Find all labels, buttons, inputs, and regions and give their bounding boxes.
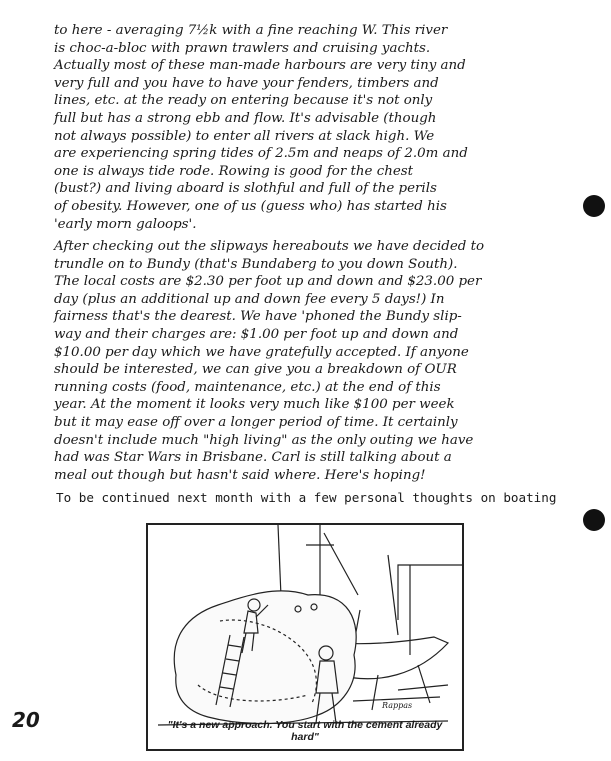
text-line: $10.00 per day which we have gratefully accepted. If anyone [54,344,469,360]
text-line: Actually most of these man-made harbours are very tiny and [54,58,466,74]
text-line: The local costs are $2.30 per foot up and down and $23.00 per [54,274,482,290]
text-line: running costs (food, maintenance, etc.) at the end of this [54,379,441,395]
paragraph-1 [54,22,574,233]
text-line: year. At the moment it looks very much like $100 per week [54,397,455,413]
cartoon-caption: "It's a new approach. You start with the cement already hard" [167,719,443,743]
text-line: trundle on to Bundy (that's Bundaberg to you down South). [54,256,458,272]
text-line: (bust?) and living aboard is slothful and full of the perils [54,181,437,197]
text-line: to here - averaging 7½k with a fine reaching W. This river [54,23,448,38]
text-line: not always possible) to enter all rivers at slack high. We [54,128,435,144]
text-line: doesn't include much "high living" as the only outing we have [54,432,474,448]
binder-hole [583,195,605,217]
text-line: 'early morn galoops'. [54,216,197,232]
text-line: very full and you have to have your fenders, timbers and [54,75,439,91]
text-line: full but has a strong ebb and flow. It's advisable (though [54,110,437,126]
text-line: meal out though but hasn't said where. Here's hoping! [54,467,426,483]
text-line: After checking out the slipways hereabouts we have decided to [54,239,485,254]
paragraph-2 [54,238,574,484]
text-line: one is always tide rode. Rowing is good for the chest [54,163,414,179]
text-line: of obesity. However, one of us (guess who) has started his [54,198,447,214]
text-line: fairness that's the dearest. We have 'phoned the Bundy slip- [54,309,462,325]
text-line: but it may ease off over a longer period of time. It certainly [54,414,458,430]
text-line: way and their charges are: $1.00 per foot up and down and [54,326,459,342]
text-line: is choc-a-bloc with prawn trawlers and cruising yachts. [54,40,431,56]
cartoon-illustration [146,523,464,751]
text-line: day (plus an additional up and down fee every 5 days!) In [54,291,445,307]
text-line: should be interested, we can give you a breakdown of OUR [54,362,457,378]
cartoon-drawing [148,525,462,749]
cartoon-signature: Rappas [382,701,413,710]
text-line: lines, etc. at the ready on entering because it's not only [54,93,433,109]
page-number: 20 [12,708,40,732]
text-line: are experiencing spring tides of 2.5m and neaps of 2.0m and [54,146,468,162]
continued-note: To be continued next month with a few personal thoughts on boating [56,490,557,505]
text-line: had was Star Wars in Brisbane. Carl is still talking about a [54,450,452,466]
binder-hole [583,509,605,531]
